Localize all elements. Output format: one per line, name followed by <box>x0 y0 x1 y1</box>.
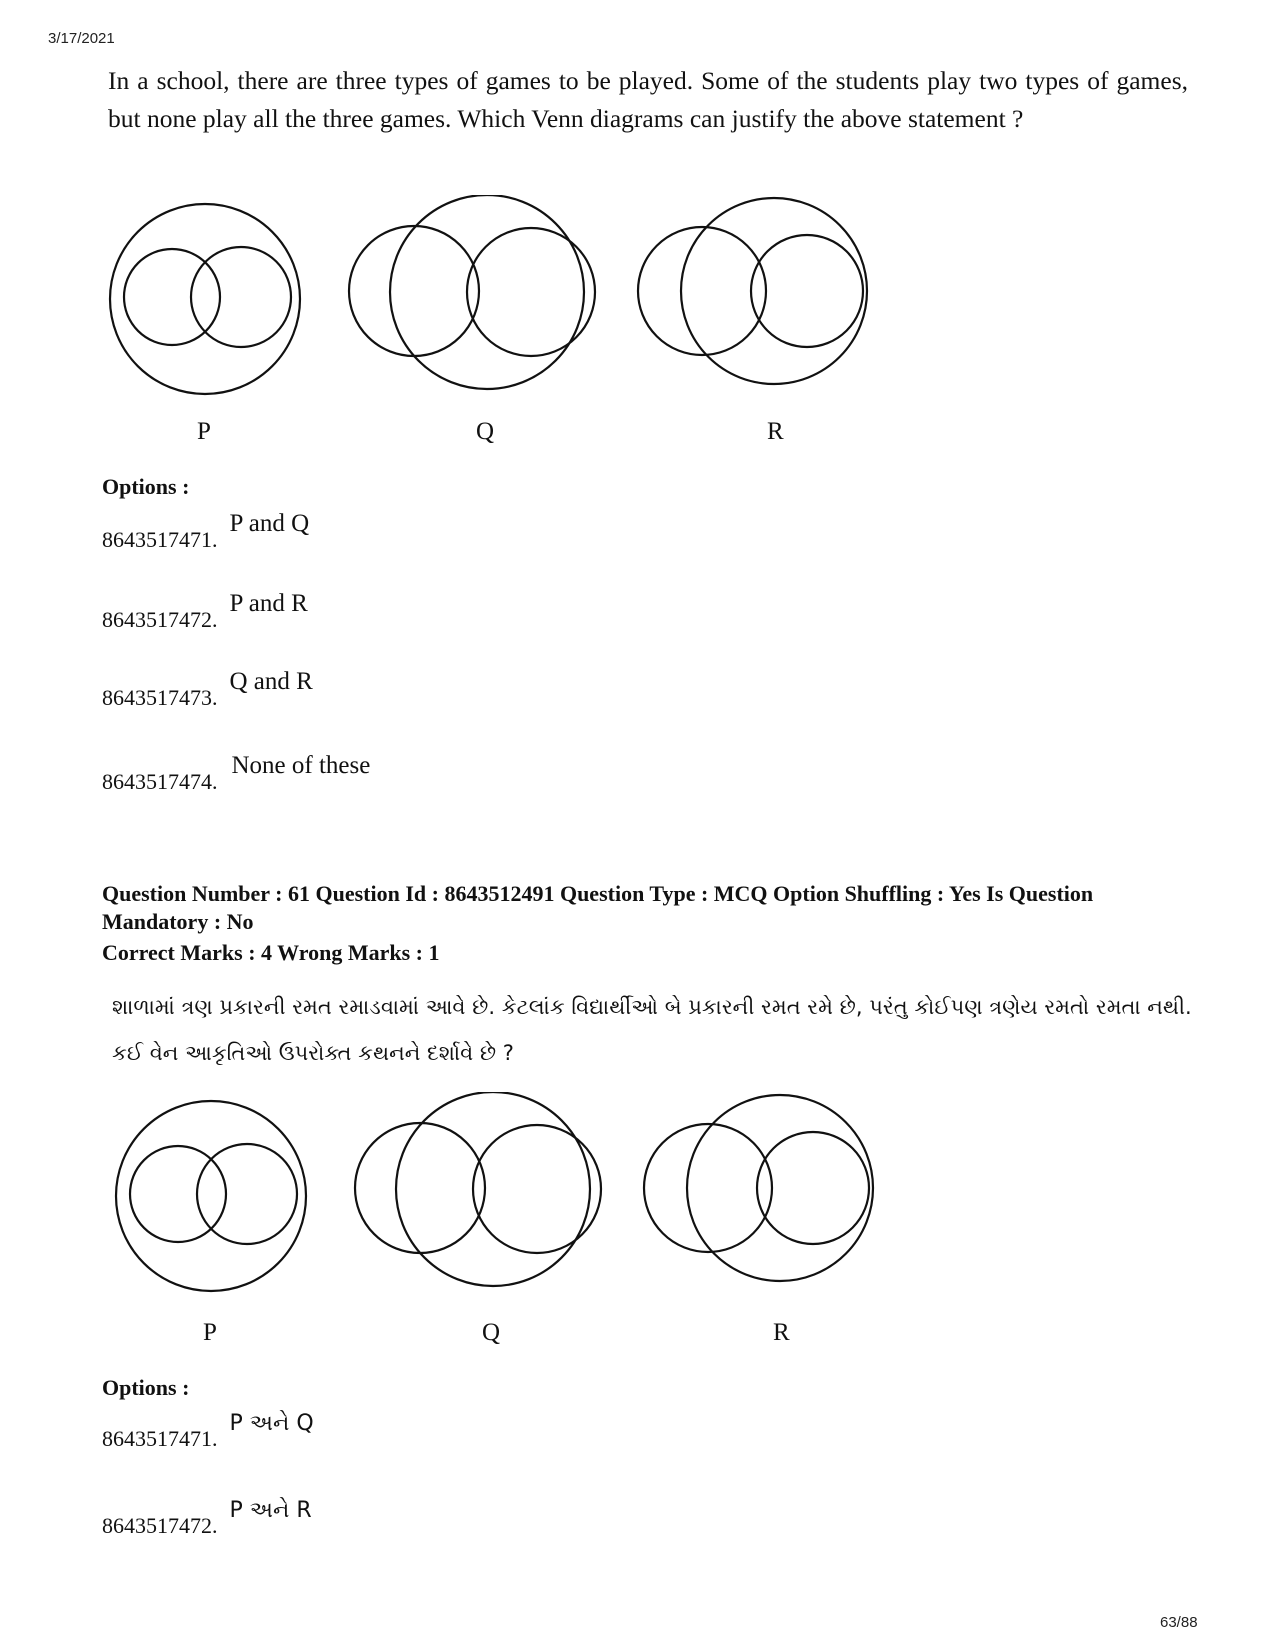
venn-figure-r <box>638 198 867 384</box>
option-row[interactable] <box>102 590 308 632</box>
figure-label-p: P <box>197 418 211 445</box>
option-text: P અને R <box>229 1498 312 1523</box>
venn-diagrams-english <box>104 195 934 465</box>
option-id: 8643517472. <box>102 607 218 632</box>
option-row[interactable] <box>102 1497 312 1538</box>
option-id: 8643517474. <box>102 769 218 794</box>
option-row[interactable] <box>102 752 371 794</box>
question-meta: Question Number : 61 Question Id : 8643512491 Question Type : MCQ Option Shuffling : Yes Is Question Mandatory : No <box>102 881 1094 934</box>
option-id: 8643517471. <box>102 527 218 552</box>
venn-figure-p <box>110 204 300 394</box>
option-id: 8643517471. <box>102 1426 218 1451</box>
option-id: 8643517473. <box>102 685 218 710</box>
option-row[interactable] <box>102 510 310 552</box>
option-row[interactable] <box>102 1410 314 1451</box>
options-heading-gujarati: Options : <box>102 1375 190 1400</box>
figure-label-r: R <box>767 418 784 445</box>
option-text: P અને Q <box>229 1411 314 1436</box>
question-text-gujarati: શાળામાં ત્રણ પ્રકારની રમત રમાડવામાં આવે છે. કેટલાંક વિદ્યાર્થીઓ બે પ્રકારની રમત રમે છે, પરંતુ કોઈપણ ત્રણેય રમતો રમતા નથી. કઈ વેન આકૃતિઓ ઉપરોક્ત કથનને દર્શાવે છે ? <box>112 995 1192 1065</box>
venn-figure-q <box>349 195 595 389</box>
option-text: P and R <box>229 590 308 617</box>
venn-figure-r <box>644 1095 873 1281</box>
page-number: 63/88 <box>1160 1614 1198 1631</box>
venn-figure-p <box>116 1101 306 1291</box>
option-text: P and Q <box>229 510 310 537</box>
option-text: Q and R <box>229 668 313 695</box>
print-date: 3/17/2021 <box>48 30 115 47</box>
options-heading-english: Options : <box>102 474 190 499</box>
venn-figure-q <box>355 1092 601 1286</box>
venn-diagrams-gujarati <box>110 1092 940 1362</box>
option-row[interactable] <box>102 668 313 710</box>
figure-label-p: P <box>203 1319 217 1346</box>
question-marks: Correct Marks : 4 Wrong Marks : 1 <box>102 940 440 965</box>
question-text-english: In a school, there are three types of games to be played. Some of the students play two types of games, but none play all the three games. Which Venn diagrams can justify the above statement ? <box>108 66 1188 133</box>
figure-label-q: Q <box>482 1319 501 1346</box>
figure-label-r: R <box>773 1319 790 1346</box>
figure-label-q: Q <box>476 418 495 445</box>
option-text: None of these <box>231 752 371 779</box>
option-id: 8643517472. <box>102 1513 218 1538</box>
